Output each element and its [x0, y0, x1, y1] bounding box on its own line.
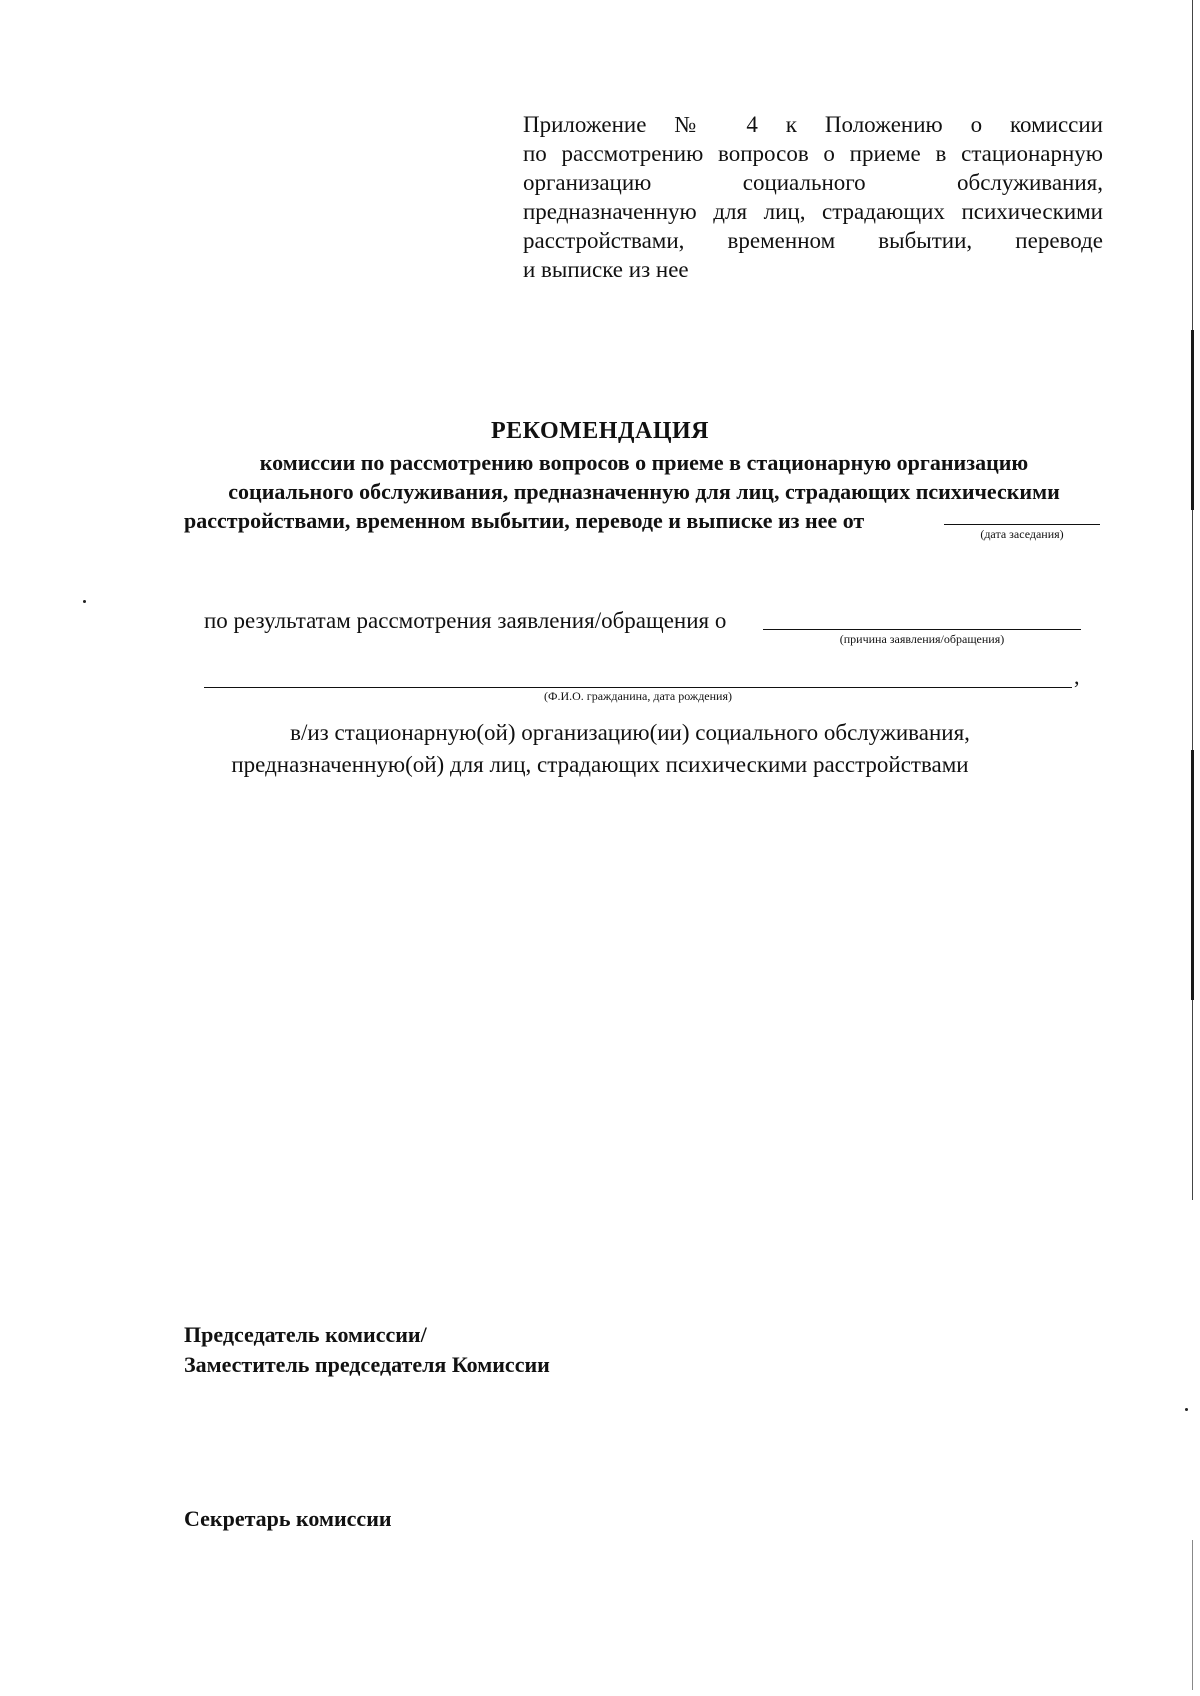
reason-caption: (причина заявления/обращения) — [839, 632, 1005, 646]
organization-line: предназначенную(ой) для лиц, страдающих психическими расстройствами — [231, 752, 969, 777]
secretary-label: Секретарь комиссии — [184, 1506, 392, 1531]
scan-speck — [83, 600, 86, 603]
scan-edge-artifact — [1192, 1540, 1193, 1690]
reason-field[interactable] — [763, 629, 1081, 630]
results-text: по результатам рассмотрения заявления/обращения о — [204, 608, 727, 633]
scan-edge-artifact — [1191, 750, 1194, 1000]
appendix-line: организацию социального обслуживания, — [523, 170, 1103, 195]
subtitle-line: расстройствами, временном выбытии, переводе и выписке из нее от — [184, 508, 865, 533]
meeting-date-field[interactable] — [944, 524, 1100, 525]
organization-line: в/из стационарную(ой) организацию(ии) социального обслуживания, — [290, 720, 970, 745]
organization-text — [0, 717, 1200, 781]
citizen-name-caption: (Ф.И.О. гражданина, дата рождения) — [544, 689, 732, 703]
appendix-line: расстройствами, временном выбытии, переводе — [523, 228, 1103, 253]
deputy-chairman-label: Заместитель председателя Комиссии — [184, 1352, 550, 1377]
subtitle-line: социального обслуживания, предназначенную для лиц, страдающих психическими — [228, 479, 1060, 504]
subtitle-line: комиссии по рассмотрению вопросов о приеме в стационарную организацию — [259, 450, 1029, 475]
document-subtitle — [184, 448, 1104, 535]
appendix-line: предназначенную для лиц, страдающих психическими — [523, 199, 1103, 224]
chairman-signature-block — [184, 1320, 550, 1380]
appendix-line: Приложение № 4 к Положению о комиссии — [523, 112, 1103, 137]
appendix-header — [523, 110, 1103, 284]
chairman-label: Председатель комиссии/ — [184, 1322, 427, 1347]
scan-speck — [1185, 1408, 1188, 1411]
scan-edge-artifact — [1192, 1000, 1193, 1200]
citizen-name-field[interactable] — [204, 687, 1072, 688]
secretary-signature-block — [184, 1504, 392, 1534]
scan-edge-artifact — [1192, 510, 1193, 750]
scan-edge-artifact — [1192, 0, 1193, 330]
document-title: РЕКОМЕНДАЦИЯ — [491, 418, 709, 444]
appendix-line: по рассмотрению вопросов о приеме в стационарную — [523, 141, 1103, 166]
meeting-date-caption: (дата заседания) — [980, 527, 1064, 541]
appendix-line: и выписке из нее — [523, 257, 689, 282]
line-comma: , — [1074, 664, 1080, 689]
